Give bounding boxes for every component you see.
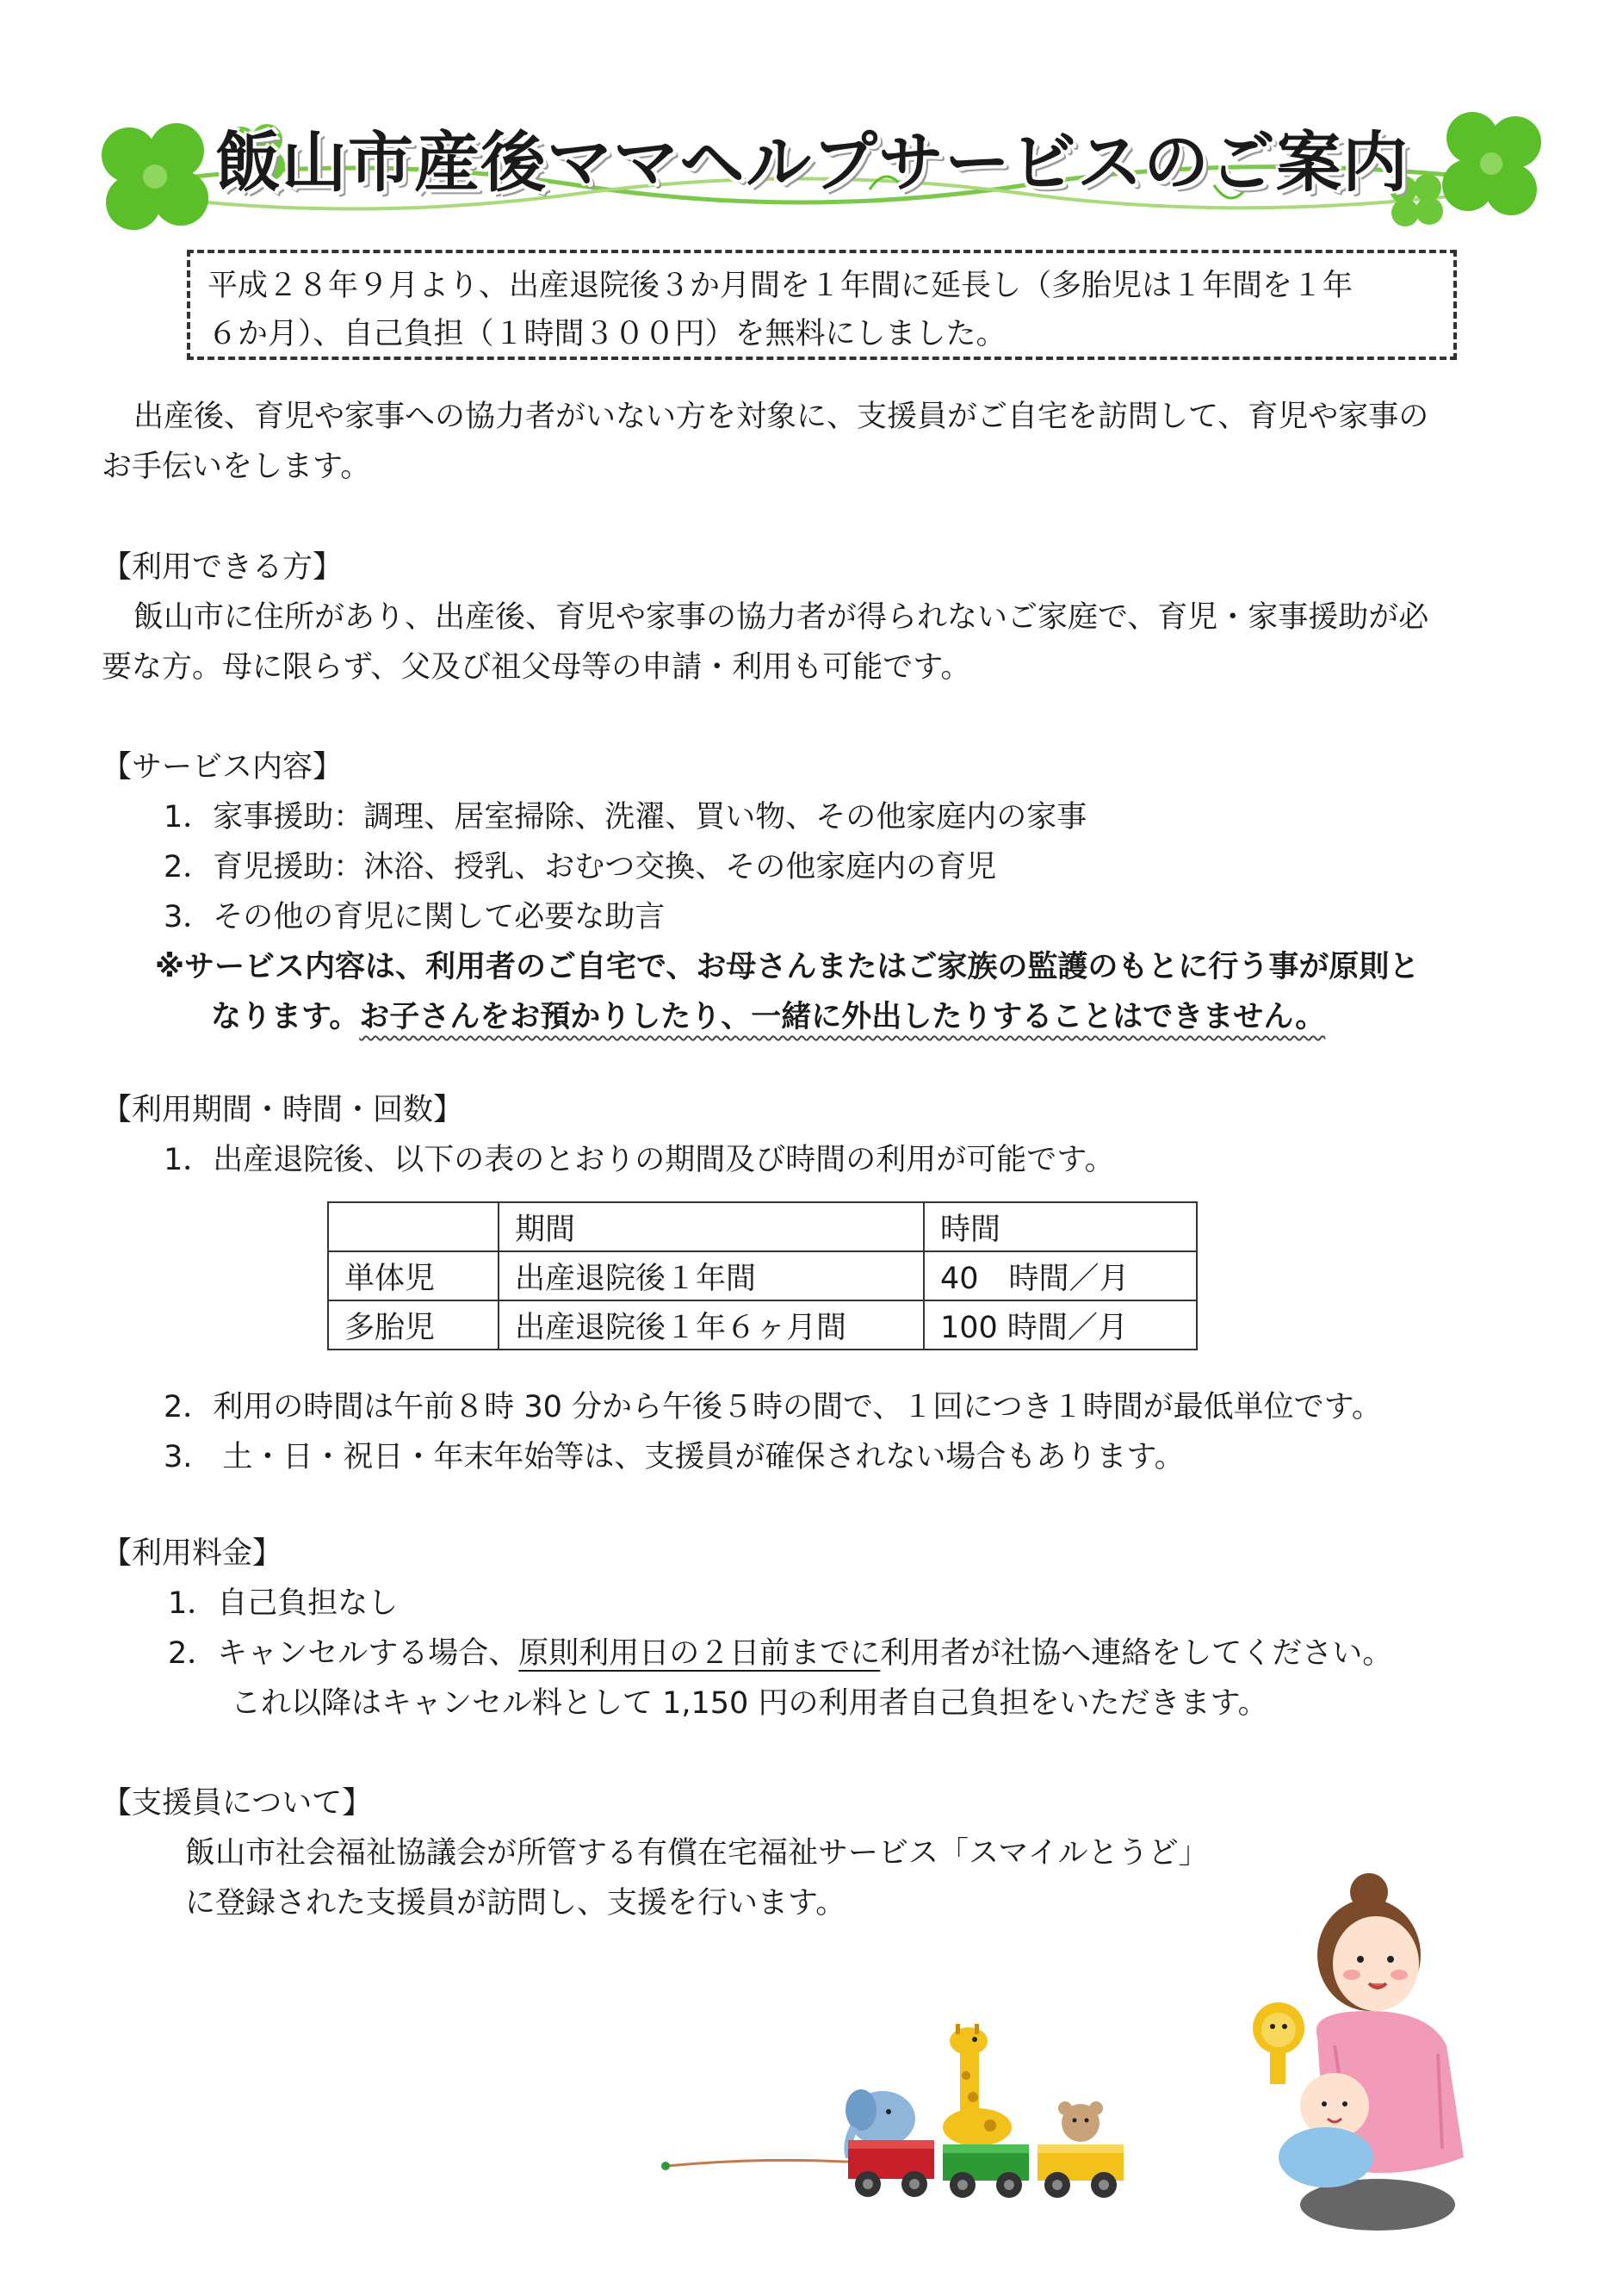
notice-line-1: 平成２８年９月より、出産退院後３か月間を１年間に延長し（多胎児は１年間を１年	[208, 269, 1354, 303]
table-cell: 100 時間／月	[924, 1300, 1197, 1350]
table-cell: 多胎児	[328, 1300, 499, 1350]
services-item-1: 1．家事援助：調理、居室掃除、洗濯、買い物、その他家庭内の家事	[164, 800, 1087, 835]
eligibility-heading: 【利用できる方】	[102, 550, 344, 585]
services-item-2: 2．育児援助：沐浴、授乳、おむつ交換、その他家庭内の育児	[164, 850, 997, 884]
train-car-yellow	[1038, 2144, 1124, 2198]
intro-line-2: お手伝いをします。	[102, 450, 371, 484]
services-item-3: 3．その他の育児に関して必要な助言	[164, 900, 666, 934]
period-heading: 【利用期間・時間・回数】	[102, 1093, 464, 1127]
period-item-1: 1．出産退院後、以下の表のとおりの期間及び時間の利用が可能です。	[164, 1143, 1115, 1177]
fee-item-2-suffix: 利用者が社協へ連絡をしてください。	[880, 1636, 1393, 1671]
fee-item-2-line-2: これ以降はキャンセル料として 1,150 円の利用者自己負担をいただきます。	[231, 1686, 1268, 1721]
fee-heading: 【利用料金】	[102, 1536, 283, 1571]
table-cell: 出産退院後１年間	[499, 1251, 924, 1300]
staff-line-1: 飯山市社会福祉協議会が所管する有償在宅福祉サービス「スマイルとうど」	[185, 1836, 1209, 1871]
table-row	[328, 1251, 1197, 1300]
eligibility-line-1: 飯山市に住所があり、出産後、育児や家事の協力者が得られないご家庭で、育児・家事援助が必	[133, 600, 1429, 635]
fee-item-1: 1．自己負担なし	[168, 1586, 399, 1621]
table-header-cell: 期間	[499, 1202, 924, 1251]
mother-baby-illustration	[1223, 1873, 1515, 2235]
staff-line-2: に登録された支援員が訪問し、支援を行います。	[185, 1886, 846, 1921]
pull-string	[667, 2160, 852, 2166]
title-banner	[95, 103, 1541, 233]
eligibility-line-2: 要な方。母に限らず、父及び祖父母等の申請・利用も可能です。	[102, 650, 971, 685]
table-row	[328, 1300, 1197, 1350]
pull-knob	[661, 2162, 670, 2170]
fee-item-2-prefix: 2．キャンセルする場合、	[168, 1636, 519, 1671]
toy-train-illustration	[654, 2015, 1137, 2213]
intro-line-1: 出産後、育児や家事への協力者がいない方を対象に、支援員がご自宅を訪問して、育児や家事の	[133, 400, 1429, 434]
clover-left-icon	[102, 123, 208, 230]
fee-item-2	[168, 1629, 1392, 1679]
fee-item-2-deadline: 原則利用日の２日前までに	[518, 1636, 881, 1671]
period-item-3: 3. 土・日・祝日・年末年始等は、支援員が確保されない場合もあります。	[164, 1440, 1185, 1474]
notice-line-2: ６か月）、自己負担（１時間３００円）を無料にしました。	[208, 317, 1007, 351]
table-header-cell: 時間	[924, 1202, 1197, 1251]
giraffe-icon	[943, 2024, 1012, 2146]
services-heading: 【サービス内容】	[102, 750, 344, 785]
train-car-green	[943, 2144, 1029, 2198]
table-cell: 40 時間／月	[924, 1251, 1197, 1300]
services-note-line-1: ※サービス内容は、利用者のご自宅で、お母さんまたはご家族の監護のもとに行う事が原則と	[155, 950, 1420, 984]
train-car-red	[848, 2140, 934, 2197]
period-table	[327, 1201, 1198, 1350]
table-cell: 単体児	[328, 1251, 499, 1300]
services-note-warning: お子さんをお預かりしたり、一緒に外出したりすることはできません。	[359, 1000, 1326, 1034]
table-cell: 出産退院後１年６ヶ月間	[499, 1300, 924, 1350]
services-note-line-2a: なります。	[211, 1000, 360, 1034]
notice-box	[187, 250, 1457, 360]
teddy-bear-icon	[1058, 2101, 1103, 2142]
table-header-row	[328, 1202, 1197, 1251]
page-title: 飯山市産後ママヘルプサービスのご案内	[215, 124, 1409, 201]
services-note-line-2	[211, 992, 1325, 1042]
lion-toy-icon	[1253, 2002, 1304, 2084]
table-header-cell	[328, 1202, 499, 1251]
period-item-2: 2．利用の時間は午前８時 30 分から午後５時の間で、１回につき１時間が最低単位です。	[164, 1390, 1382, 1424]
staff-heading: 【支援員について】	[102, 1786, 373, 1821]
